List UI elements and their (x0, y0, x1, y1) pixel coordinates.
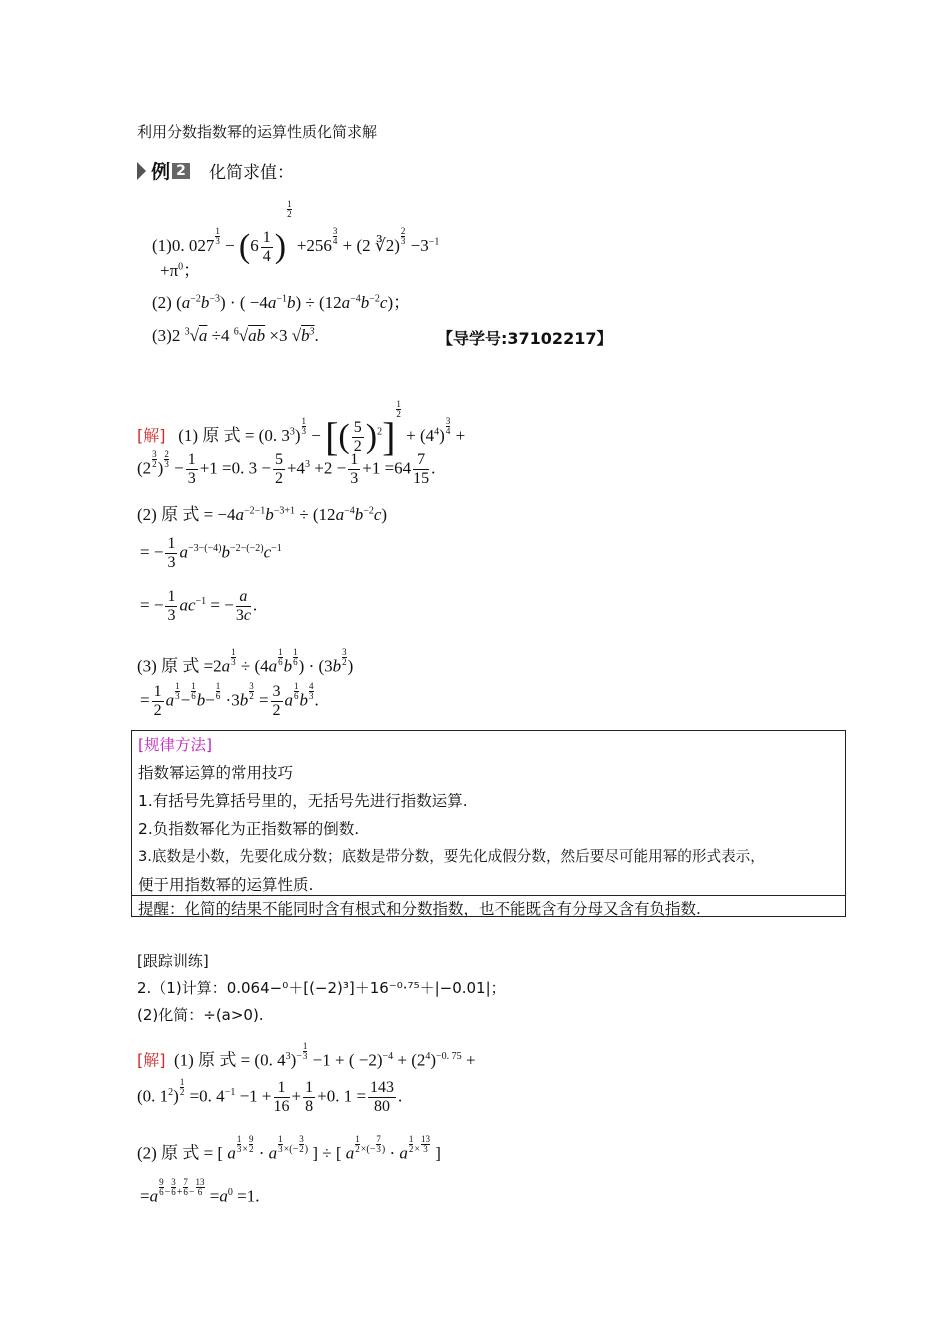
method-divider (132, 895, 845, 896)
method-heading: [规律方法] (138, 736, 213, 754)
solution-label: [解] (137, 426, 166, 445)
method-item-3b: 便于用指数幂的运算性质. (138, 876, 314, 894)
method-tip: 提醒：化简的结果不能同时含有根式和分数指数，也不能既含有分母又含有负指数. (138, 900, 701, 918)
training-heading: [跟踪训练] (137, 952, 209, 970)
section-title: 利用分数指数幂的运算性质化简求解 (137, 123, 378, 141)
solution-2-line-3: = − $\frac{1}{3}$ $ac^{-1}$ = − $\frac{a}{3c}$ . (140, 588, 258, 624)
method-item-1: 1.有括号先算括号里的，无括号先进行指数运算. (138, 792, 468, 810)
training-solution-label: [解] (137, 1050, 166, 1070)
method-box (131, 730, 846, 917)
example-prompt: 化简求值： (208, 163, 294, 183)
example-header (137, 157, 294, 184)
solution-2-line-2: = − $\frac{1}{3}$ $a^{-3-(-4)}b^{-2-(-2)}c^{-1}$ (140, 535, 282, 571)
solution-3-line-2: = $\frac{1}{2}$ a $\frac{1}{3}$ − $\frac{1}{6}$ b− $\frac{1}{6}$ ·3b $\frac{3}{2}$ = $\frac{3}{2}$ a $\frac{1}{6}$ b $\frac{4}{3}$ . (140, 681, 319, 720)
method-item-2: 2.负指数幂化为正指数幂的倒数. (138, 820, 360, 838)
training-question-1: 2.（1)计算：0.064−⁰＋[(−2)³]＋16⁻⁰·⁷⁵＋|−0.01|； (137, 979, 506, 997)
training-solution-line-3: (2) 原 式 = [ a $^{\frac{1}{3} \times \frac{9}{2}}$ · a $^{\frac{1}{3} \times(- \frac{3}{2} )}$ ] ÷ [ a $^{\frac{1}{2} \times(- \frac{7}{3} )}$ · a $^{\frac{1}{2} \times \frac{13}{3}}$ ] (137, 1134, 441, 1163)
solution-1-line-2: (2 $\frac{3}{2}$ ) $\frac{2}{3}$ − $\frac{1}{3}$ +1 =0. 3 − $\frac{5}{2}$ $+4^3 +2$ − $\frac{1}{3}$ +1 =64 $\frac{7}{15}$ . (137, 449, 436, 488)
training-solution-line-4: =a $^{\frac{9}{6} - \frac{3}{6} + \frac{7}{6} - \frac{13}{6}}$ $=a^0 =1$. (140, 1177, 260, 1206)
triangle-icon (137, 162, 146, 180)
solution-2-line-1: (2) 原 式 = $-4a^{-2-1}b^{-3+1} \div (12a^{-4}b^{-2}c)$ (137, 505, 388, 524)
example-part-1: (1)0. 027 $\frac{1}{3}$ − (6 $\frac{1}{4}$ ) $\frac{1}{2}$ +256 $\frac{3}{4}$ + (2 ∛2) $\frac{2}{3}$ $-3^{-1}$ (152, 199, 440, 266)
example-part-2: (2) $(a^{-2}b^{-3})$ · ( $-4a^{-1}b) \div (12a^{-4}b^{-2}c)$； (152, 293, 411, 312)
training-question-2: (2)化简：÷(a>0). (137, 1006, 264, 1024)
method-item-3a: 3.底数是小数，先要化成分数；底数是带分数，要先化成假分数，然后要尽可能用幂的形式表示， (138, 848, 765, 865)
guide-number: 【导学号:37102217】 (437, 329, 613, 348)
solution-1-line-1: [解] (1) 原 式 = (0. $3^3$) $\frac{1}{3}$ − [( $\frac{5}{2}$ )$^2$] $\frac{1}{2}$ + $(4^4)$ $\frac{3}{4}$ + (137, 399, 466, 460)
method-title: 指数幂运算的常用技巧 (138, 764, 294, 782)
example-part-3: (3)2 $^3$√a ÷4 $^6$√ab ×3 $√b^3$. (152, 326, 319, 345)
solution-3-line-1: (3) 原 式 =2a $\frac{1}{3}$ ÷ (4a $\frac{1}{6}$ b $\frac{1}{6}$ ) · (3b $\frac{3}{2}$ ) (137, 647, 354, 676)
training-solution-line-1: [解] (1) 原 式 = (0. $4^3)^-$ $\frac{1}{3}$ −1 + ( $-2)^{-4} + (2^4)^{-0. 75}$ + (137, 1041, 476, 1070)
example-badge-number: 2 (172, 163, 190, 179)
example-badge-text: 例 (151, 161, 171, 183)
training-solution-line-2: (0. $1^2$) $\frac{1}{2}$ =0. $4^{-1} -1$ + $\frac{1}{16}$ + $\frac{1}{8}$ +0. 1 = $\frac{143}{80}$ . (137, 1077, 403, 1116)
example-part-1-cont: $+\pi^0$； (160, 261, 201, 280)
